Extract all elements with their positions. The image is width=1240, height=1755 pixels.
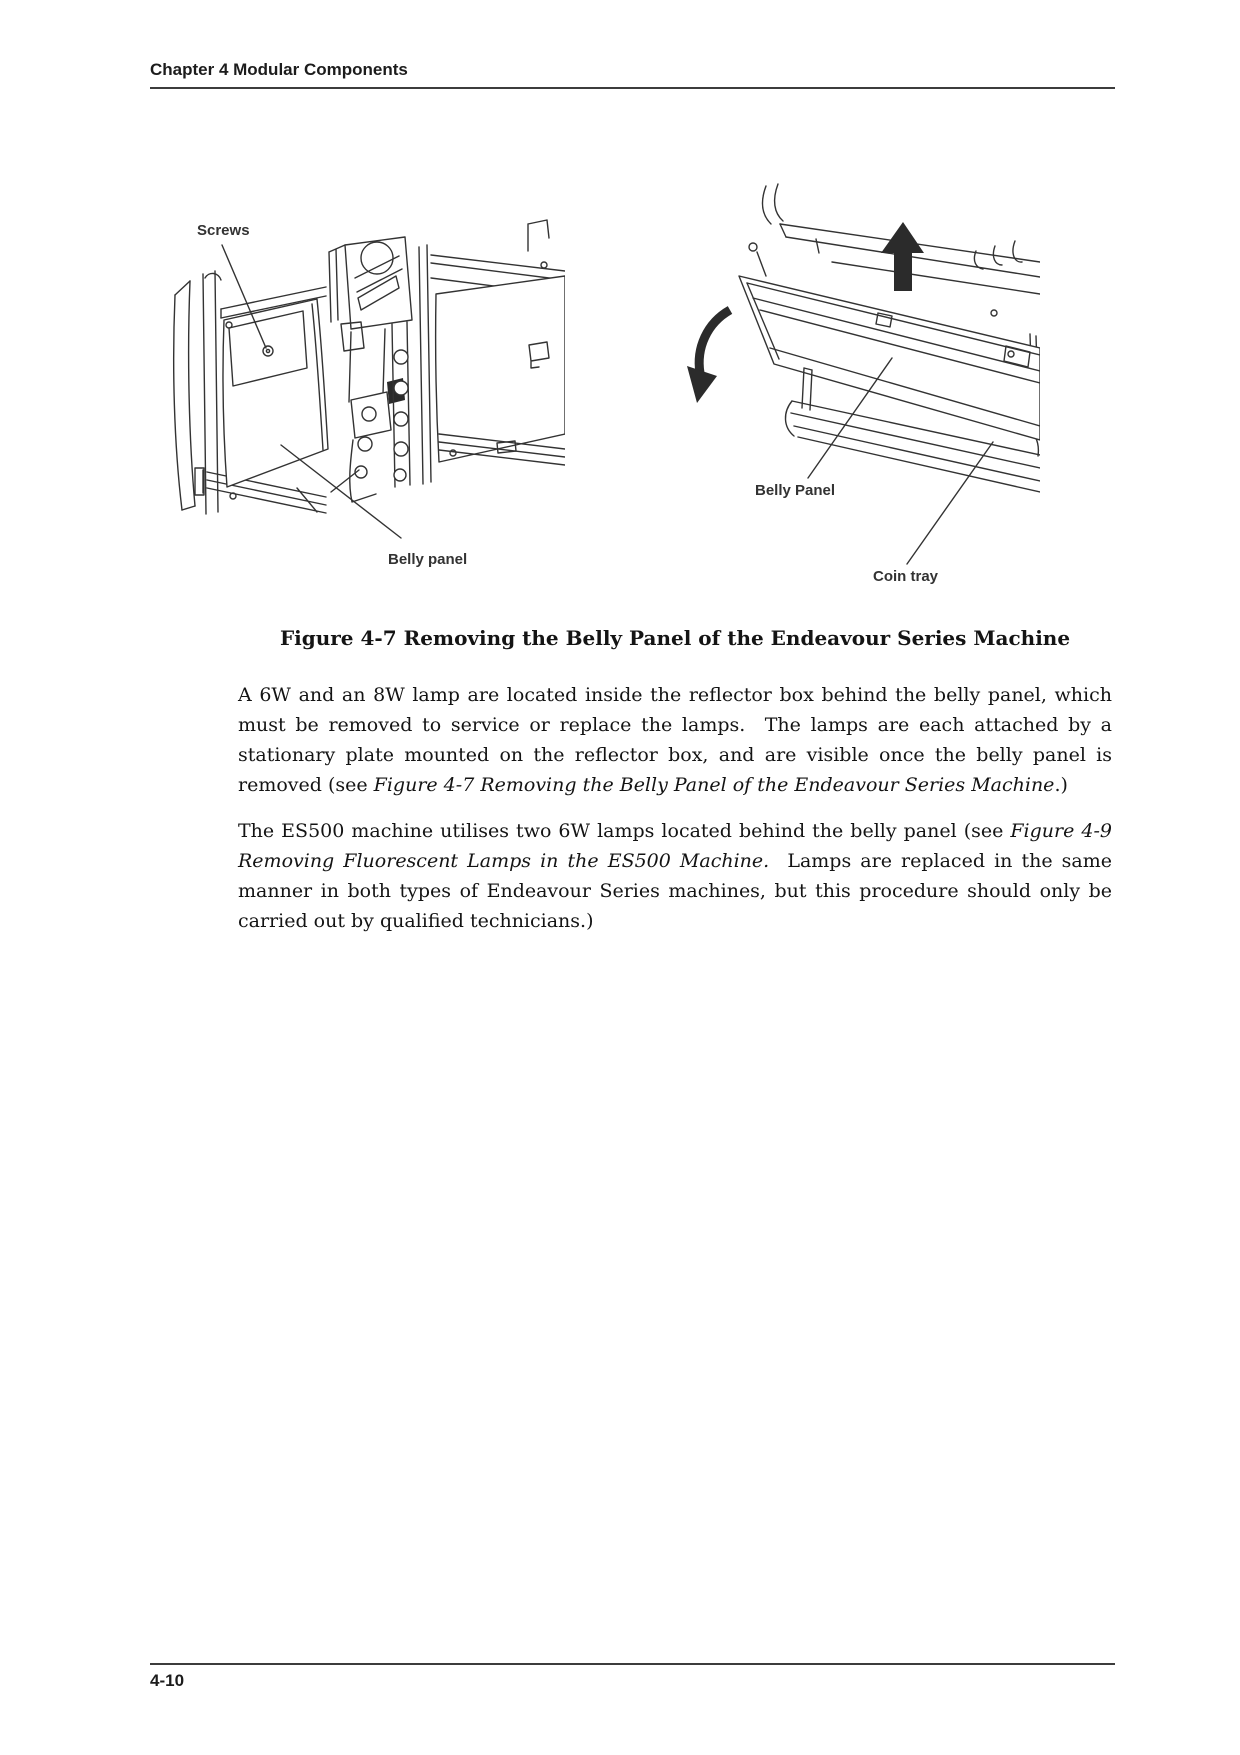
page-number: 4-10 — [150, 1671, 185, 1690]
belly-panel-callout — [281, 445, 467, 568]
coin-tray-label: Coin tray — [873, 568, 939, 585]
belly-panel-label: Belly Panel — [755, 482, 836, 499]
belly-panel-shape — [223, 299, 328, 487]
text-segment: A 6W and an 8W lamp are located inside the reflector box behind the belly panel, which must be removed to service or replace the lamps. The lamps are each attached by a stationary plate mounted on the reflector box, and are visible once the belly panel is removed (see — [238, 684, 1112, 796]
text-segment: Figure 4-7 Removing the Belly Panel of the Endeavour Series Machine — [373, 774, 1055, 796]
text-segment: Lamps are replaced in the same manner in both types of Endeavour Series machines, but this procedure should only be carried out by qualified technicians.) — [238, 850, 1112, 932]
footer-rule — [150, 1663, 1115, 1665]
chapter-header: Chapter 4 Modular Components — [150, 60, 408, 79]
coin-tray-callout — [873, 442, 993, 585]
belly-panel-label: Belly panel — [388, 551, 468, 568]
body-text — [238, 680, 1112, 952]
up-arrow — [881, 222, 924, 291]
paragraph — [238, 680, 1112, 800]
rotate-arrow — [687, 310, 730, 403]
paragraph — [238, 816, 1112, 936]
diagram-belly-panel-removal — [620, 140, 1040, 620]
header-rule — [150, 87, 1115, 89]
diagram-belly-panel-installed — [145, 152, 565, 592]
text-segment: .) — [1054, 774, 1068, 796]
screws-label: Screws — [197, 222, 250, 239]
figure-caption: Figure 4-7 Removing the Belly Panel of the Endeavour Series Machine — [279, 626, 1071, 650]
text-segment: Figure 4-9 Removing Fluorescent Lamps in the ES500 Machine. — [238, 820, 1112, 872]
text-segment: The ES500 machine utilises two 6W lamps located behind the belly panel (see — [238, 820, 1011, 842]
belly-panel-tilted — [739, 243, 1040, 440]
